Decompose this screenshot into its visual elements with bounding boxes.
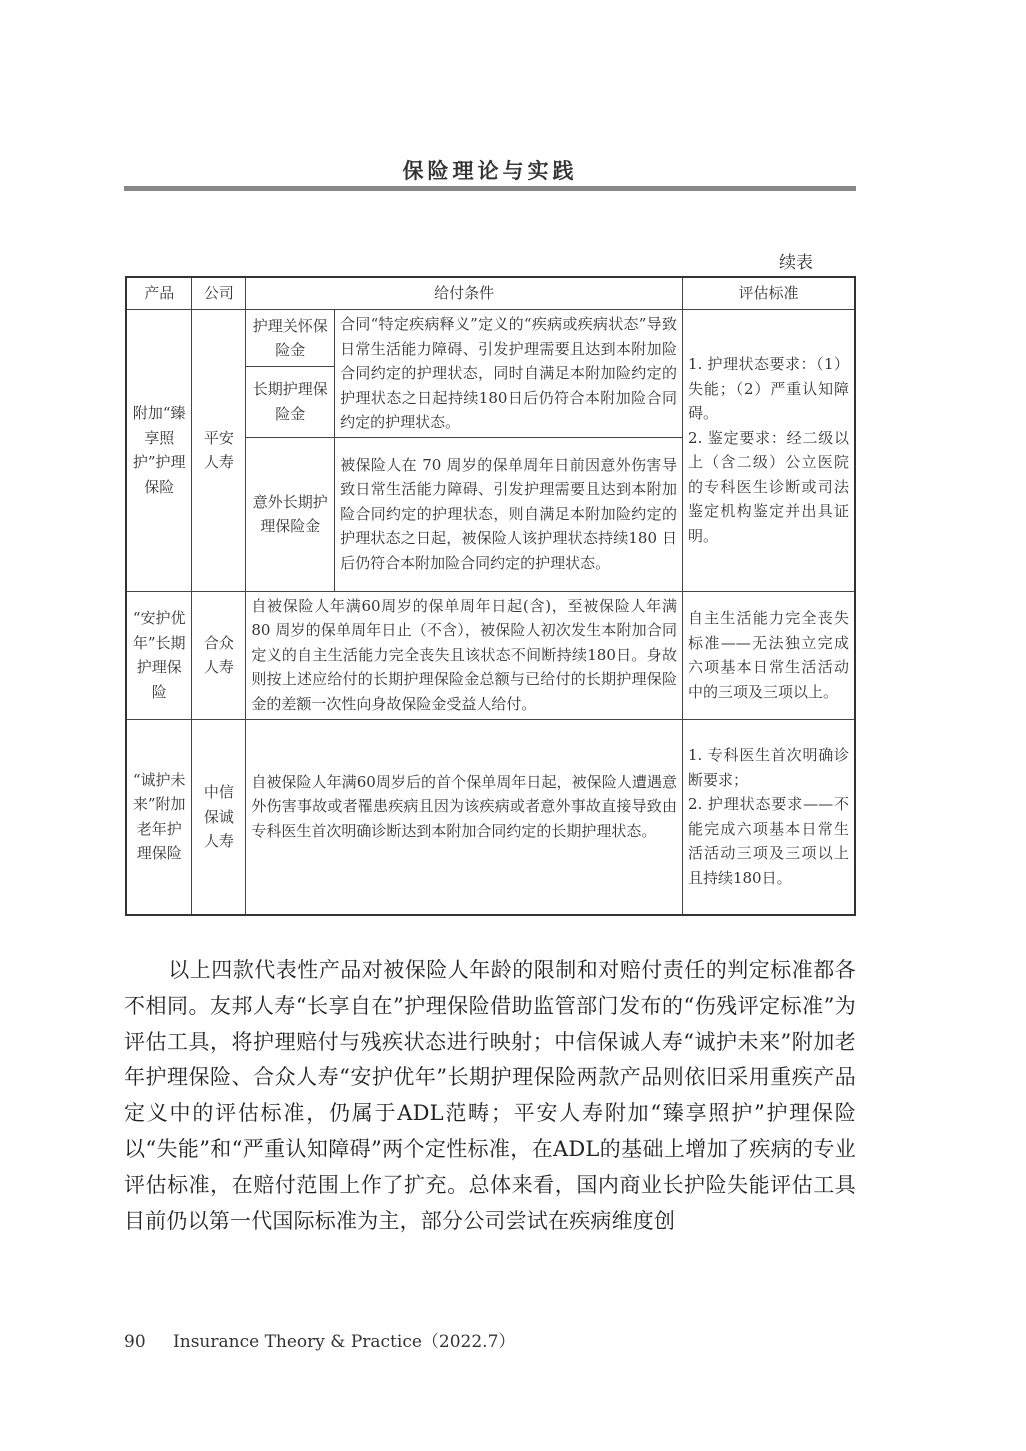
- table-continued-label: 续表: [779, 253, 813, 273]
- standard-cell: 1. 专科医生首次明确诊断要求； 2. 护理状态要求——不能完成六项基本日常生活活动三项及三项以上且持续180日。: [682, 719, 855, 915]
- table-header-row: [126, 277, 855, 310]
- table-row: [126, 719, 855, 915]
- condition-cell: 合同“特定疾病释义”定义的“疾病或疾病状态”导致日常生活能力障碍、引发护理需要且达到本附加险合同约定的护理状态，同时自满足本附加险约定的护理状态之日起持续180日后仍符合本附加险合同约定的护理状态。: [335, 310, 683, 438]
- standard-cell: 自主生活能力完全丧失标准——无法独立完成六项基本日常生活活动中的三项及三项以上。: [682, 591, 855, 719]
- company-cell: 合众人寿: [192, 591, 246, 719]
- product-cell: “安护优年”长期护理保险: [126, 591, 192, 719]
- product-cell: 附加“臻享照护”护理保险: [126, 310, 192, 592]
- table-row: [126, 591, 855, 719]
- table-row: [126, 310, 855, 367]
- col-header-company: 公司: [192, 277, 246, 310]
- benefit-name-cell: 长期护理保险金: [246, 367, 335, 437]
- product-comparison-table: [125, 276, 856, 916]
- page-number: 90: [124, 1332, 146, 1352]
- running-title: 保险理论与实践: [402, 158, 578, 183]
- company-cell: 中信保诚人寿: [192, 719, 246, 915]
- journal-name: Insurance Theory & Practice（2022.7）: [173, 1332, 516, 1352]
- condition-cell: 自被保险人年满60周岁后的首个保单周年日起，被保险人遭遇意外伤害事故或者罹患疾病且因为该疾病或者意外事故直接导致由专科医生首次明确诊断达到本附加合同约定的长期护理状态。: [246, 719, 683, 915]
- product-cell: “诚护未来”附加老年护理保险: [126, 719, 192, 915]
- benefit-name-cell: 意外长期护理保险金: [246, 437, 335, 591]
- company-cell: 平安人寿: [192, 310, 246, 592]
- condition-cell: 自被保险人年满60周岁的保单周年日起(含)，至被保险人年满 80 周岁的保单周年日止（不含），被保险人初次发生本附加合同定义的自主生活能力完全丧失且该状态不间断持续180日。身故则按上述应给付的长期护理保险金总额与已给付的长期护理保险金的差额一次性向身故保险金受益人给付。: [246, 591, 683, 719]
- col-header-product: 产品: [126, 277, 192, 310]
- page-footer: [124, 1327, 515, 1352]
- benefit-name-cell: 护理关怀保险金: [246, 310, 335, 367]
- body-paragraph-text: 以上四款代表性产品对被保险人年龄的限制和对赔付责任的判定标准都各不相同。友邦人寿“长享自在”护理保险借助监管部门发布的“伤残评定标准”为评估工具，将护理赔付与残疾状态进行映射；中信保诚人寿“诚护未来”附加老年护理保险、合众人寿“安护优年”长期护理保险两款产品则依旧采用重疾产品定义中的评估标准，仍属于ADL范畴；平安人寿附加“臻享照护”护理保险以“失能”和“严重认知障碍”两个定性标准，在ADL的基础上增加了疾病的专业评估标准，在赔付范围上作了扩充。总体来看，国内商业长护险失能评估工具目前仍以第一代国际标准为主，部分公司尝试在疾病维度创: [124, 958, 856, 1233]
- col-header-standard: 评估标准: [682, 277, 855, 310]
- col-header-condition: 给付条件: [246, 277, 683, 310]
- standard-cell: 1. 护理状态要求：（1）失能；（2）严重认知障碍。 2. 鉴定要求：经二级以上（含二级）公立医院的专科医生诊断或司法鉴定机构鉴定并出具证明。: [682, 310, 855, 592]
- condition-cell: 被保险人在 70 周岁的保单周年日前因意外伤害导致日常生活能力障碍、引发护理需要且达到本附加险合同约定的护理状态，则自满足本附加险约定的护理状态之日起，被保险人该护理状态持续180 日后仍符合本附加险合同约定的护理状态。: [335, 437, 683, 591]
- body-paragraph: [124, 953, 856, 1239]
- header-rule: [124, 186, 856, 191]
